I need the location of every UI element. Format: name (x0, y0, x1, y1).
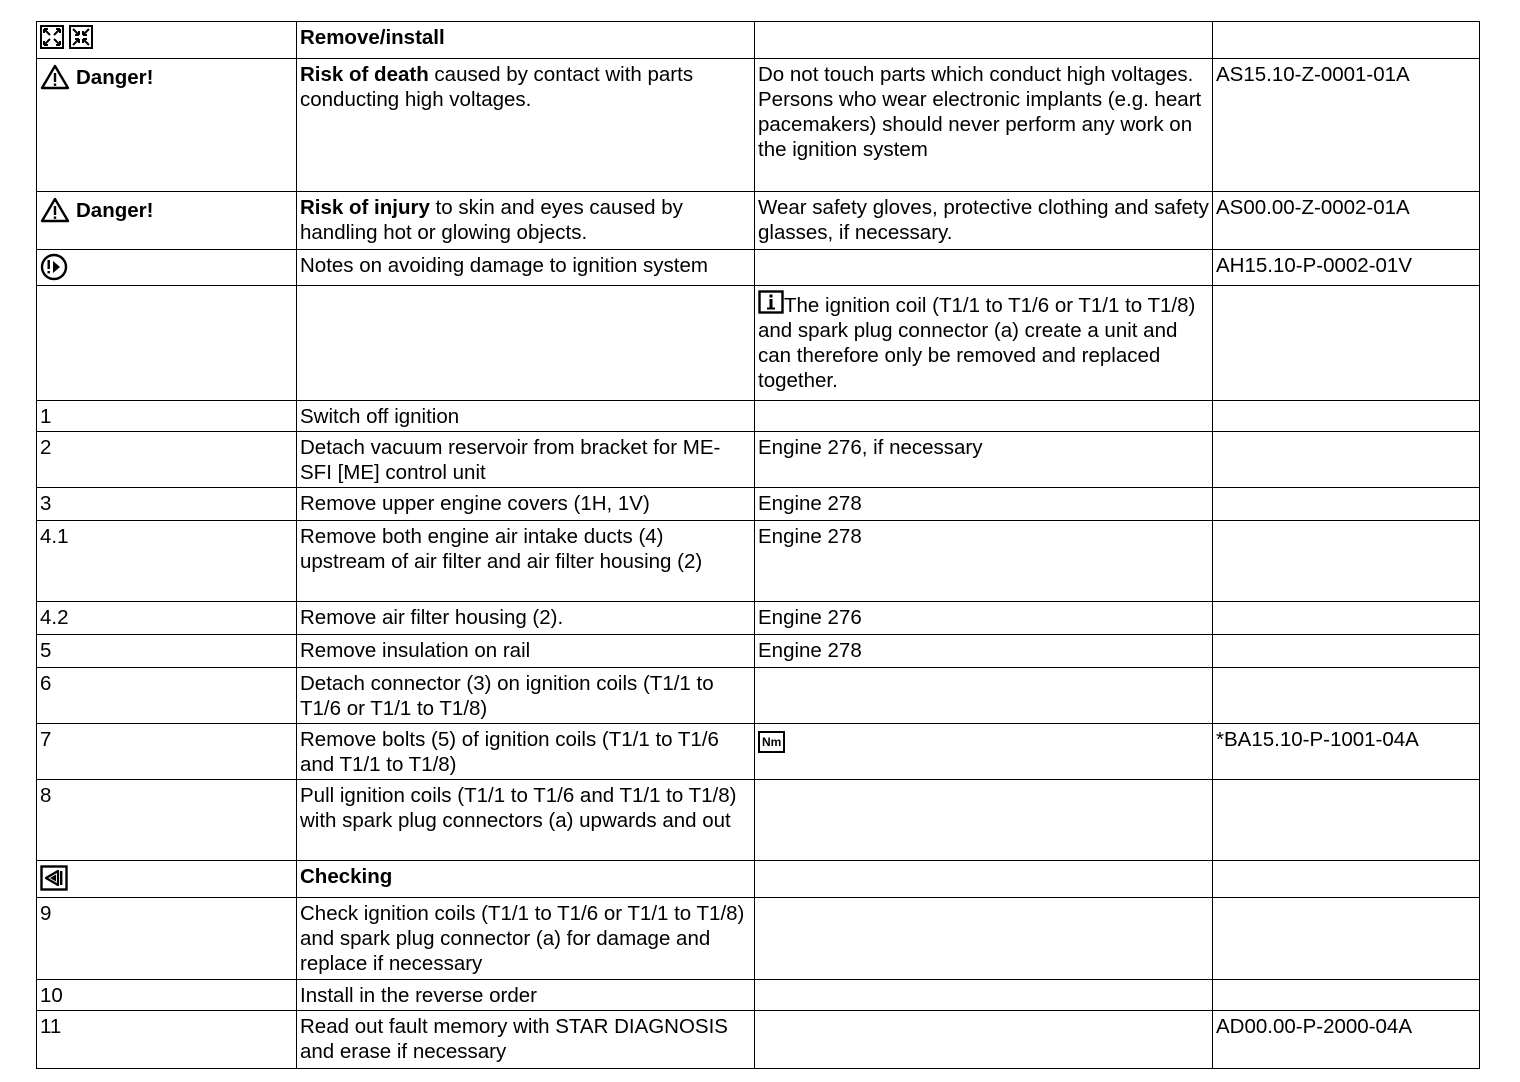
step-number: 4.2 (37, 602, 297, 635)
step-text: Pull ignition coils (T1/1 to T1/6 and T1/1 to T1/8) with spark plug connectors (a) upwards and out (297, 780, 755, 861)
step-text: Check ignition coils (T1/1 to T1/6 or T1/1 to T1/8) and spark plug connector (a) for damage and replace if necessary (297, 898, 755, 980)
step-number: 1 (37, 401, 297, 432)
step-row (37, 980, 1480, 1011)
install-icon (69, 25, 93, 49)
step-number: 10 (37, 980, 297, 1011)
step-note: Engine 276, if necessary (755, 432, 1213, 488)
step-number: 7 (37, 724, 297, 780)
step-text: Detach vacuum reservoir from bracket for ME-SFI [ME] control unit (297, 432, 755, 488)
warning-remedy: Do not touch parts which conduct high voltages. Persons who wear electronic implants (e.g. heart pacemakers) should never perform any work on the ignition system (755, 59, 1213, 192)
danger-label: Danger! (76, 65, 154, 89)
section-row-checking (37, 861, 1480, 898)
info-note-text: The ignition coil (T1/1 to T1/6 or T1/1 to T1/8) and spark plug connector (a) create a unit and can therefore only be removed and replaced together. (758, 294, 1196, 392)
warning-row (37, 192, 1480, 250)
step-ref (1213, 401, 1480, 432)
step-note: Engine 276 (755, 602, 1213, 635)
step-text: Remove both engine air intake ducts (4) upstream of air filter and air filter housing (2) (297, 521, 755, 602)
step-text: Remove bolts (5) of ignition coils (T1/1 to T1/6 and T1/1 to T1/8) (297, 724, 755, 780)
step-number: 9 (37, 898, 297, 980)
step-text: Read out fault memory with STAR DIAGNOSIS and erase if necessary (297, 1011, 755, 1069)
warning-triangle-icon (40, 64, 70, 90)
warning-row (37, 59, 1480, 192)
step-row (37, 521, 1480, 602)
notice-text: Notes on avoiding damage to ignition system (297, 250, 755, 286)
step-row (37, 635, 1480, 668)
step-note (755, 898, 1213, 980)
step-number: 2 (37, 432, 297, 488)
step-text: Detach connector (3) on ignition coils (T1/1 to T1/6 or T1/1 to T1/8) (297, 668, 755, 724)
warning-heading: Risk of injury (300, 196, 430, 219)
step-note: Engine 278 (755, 521, 1213, 602)
info-row (37, 286, 1480, 401)
section-row-remove-install (37, 22, 1480, 59)
step-note (755, 780, 1213, 861)
step-ref (1213, 668, 1480, 724)
step-number: 11 (37, 1011, 297, 1069)
step-text: Switch off ignition (297, 401, 755, 432)
step-number: 8 (37, 780, 297, 861)
step-row (37, 898, 1480, 980)
step-row (37, 1011, 1480, 1069)
step-row (37, 780, 1480, 861)
info-icon (758, 290, 784, 314)
step-number: 3 (37, 488, 297, 521)
checking-icon (40, 865, 68, 891)
notice-row (37, 250, 1480, 286)
warning-triangle-icon (40, 197, 70, 223)
document-link[interactable]: AS00.00-Z-0002-01A (1213, 192, 1480, 250)
step-row (37, 668, 1480, 724)
step-note (755, 668, 1213, 724)
step-ref (1213, 635, 1480, 668)
warning-remedy: Wear safety gloves, protective clothing and safety glasses, if necessary. (755, 192, 1213, 250)
document-link[interactable]: *BA15.10-P-1001-04A (1213, 724, 1480, 780)
section-title: Checking (297, 861, 755, 898)
step-number: 4.1 (37, 521, 297, 602)
step-ref (1213, 432, 1480, 488)
step-note: Engine 278 (755, 488, 1213, 521)
step-row (37, 602, 1480, 635)
step-row (37, 724, 1480, 780)
step-ref (1213, 898, 1480, 980)
torque-icon: Nm (758, 731, 785, 753)
section-title: Remove/install (297, 22, 755, 59)
step-ref (1213, 602, 1480, 635)
step-note (755, 980, 1213, 1011)
step-text: Remove air filter housing (2). (297, 602, 755, 635)
step-ref (1213, 488, 1480, 521)
step-ref (1213, 980, 1480, 1011)
step-row (37, 488, 1480, 521)
remove-icon (40, 25, 64, 49)
warning-heading: Risk of death (300, 63, 429, 86)
warning-text: to skin and eyes caused by handling hot or glowing objects. (300, 196, 683, 244)
step-row (37, 432, 1480, 488)
step-text: Remove upper engine covers (1H, 1V) (297, 488, 755, 521)
step-ref (1213, 521, 1480, 602)
damage-notice-icon (40, 253, 68, 281)
step-note (755, 401, 1213, 432)
procedure-table (36, 21, 1480, 1069)
danger-label: Danger! (76, 198, 154, 222)
document-link[interactable]: AS15.10-Z-0001-01A (1213, 59, 1480, 192)
step-text: Remove insulation on rail (297, 635, 755, 668)
document-link[interactable]: AH15.10-P-0002-01V (1213, 250, 1480, 286)
step-note: Engine 278 (755, 635, 1213, 668)
step-row (37, 401, 1480, 432)
step-text: Install in the reverse order (297, 980, 755, 1011)
step-number: 6 (37, 668, 297, 724)
document-link[interactable]: AD00.00-P-2000-04A (1213, 1011, 1480, 1069)
step-note (755, 1011, 1213, 1069)
step-ref (1213, 780, 1480, 861)
warning-text: caused by contact with parts conducting high voltages. (300, 63, 694, 111)
step-number: 5 (37, 635, 297, 668)
